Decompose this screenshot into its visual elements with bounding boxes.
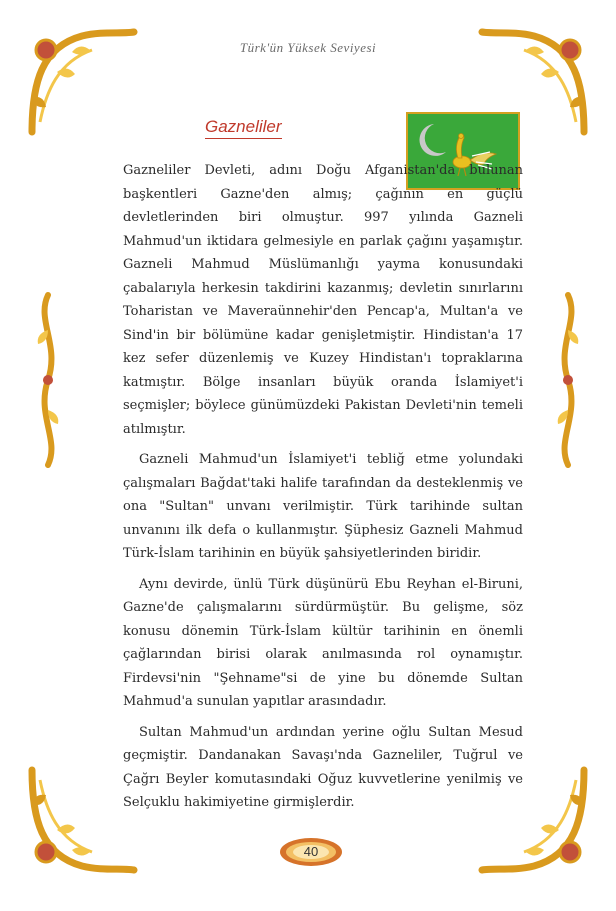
paragraph: Sultan Mahmud'un ardından yerine oğlu Sultan Mesud geçmiştir. Dandanakan Savaşı'nda Gazneliler, Tuğrul ve Çağrı Beyler komutasındaki Oğuz kuvvetlerine yenilmiş ve Selçuklu hakimiyetine girmişlerdir. — [123, 724, 523, 810]
running-header: Türk'ün Yüksek Seviyesi — [239, 40, 377, 55]
article-body — [123, 159, 523, 822]
side-ornament-right — [548, 290, 588, 470]
paragraph: Gazneliler Devleti, adını Doğu Afganistan'da bulunan başkentleri Gazne'den almış; çağının en güçlü devletlerinden biri olmuştur. 997 yılında Gazneli Mahmud'un iktidara gelmesiyle en parlak çağını yaşamıştır. Gazneli Mahmud Müslümanlığı yayma konusundaki çabalarıyla herkesin takdirini kazanmış; devletin sınırlarını Toharistan ve Maveraünnehir'den Pencap'a, Multan'a ve Sind'in bir bölümüne kadar genişletmiştir. Hindistan'a 17 kez sefer düzenlemiş ve Kuzey Hindistan'ı topraklarına katmıştır. Bölge insanları büyük oranda İslamiyet'i seçmişler; böylece günümüzdeki Pakistan Devleti'nin temeli atılmıştır. — [123, 163, 523, 437]
paragraph: Aynı devirde, ünlü Türk düşünürü Ebu Reyhan el-Biruni, Gazne'de çalışmalarını sürdürmüştür. Bu gelişme, söz konusu dönemin Türk-İslam kültür tarihinin en önemli çağlarından birisi olarak anılmasında rol oynamıştır. Firdevsi'nin "Şehname"si de yine bu dönemde Sultan Mahmud'a sunulan yapıtlar arasındadır. — [123, 576, 523, 709]
corner-ornament-top-left — [22, 22, 142, 142]
page-number: 40 — [303, 844, 319, 859]
page-number-badge — [278, 836, 344, 868]
side-ornament-left — [28, 290, 68, 470]
paragraph: Gazneli Mahmud'un İslamiyet'i tebliğ etme yolundaki çalışmaları Bağdat'taki halife tarafından da desteklenmiş ve ona "Sultan" unvanı verilmiştir. Türk tarihinde sultan unvanını ilk defa o kullanmıştır. Şüphesiz Gazneli Mahmud Türk-İslam tarihinin en büyük şahsiyetlerinden biridir. — [123, 452, 523, 561]
section-title: Gazneliler — [205, 117, 282, 139]
